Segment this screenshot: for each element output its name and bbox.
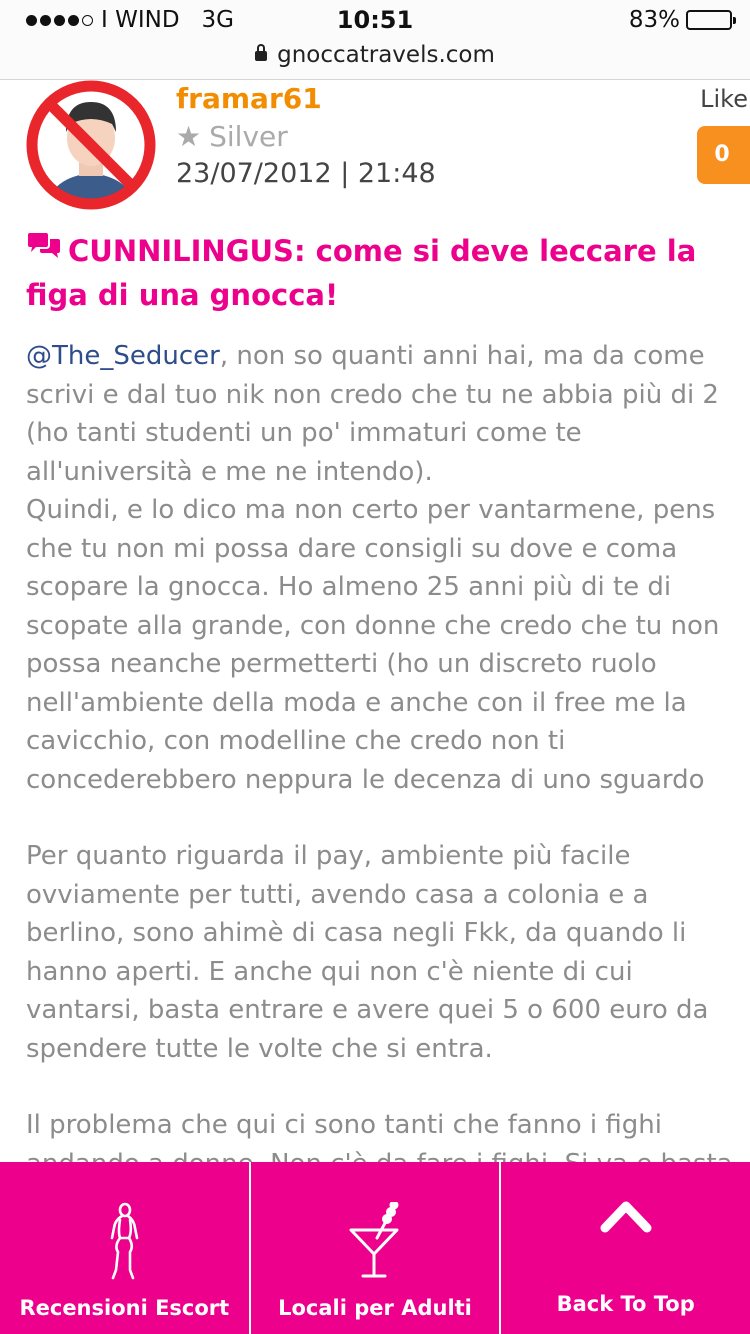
post-date: 23/07/2012 | 21:48 [176,158,436,189]
paragraph-line: , non so quanti anni hai, ma da come [219,341,705,371]
paragraph-line: Il problema che qui ci sono tanti che fanno i fighi [26,1110,662,1140]
comments-icon [26,229,62,271]
address-bar[interactable] [0,42,750,68]
paragraph-line: scrivi e dal tuo nik non credo che tu ne abbia più di 2 [26,379,719,410]
nav-locali-per-adulti[interactable] [249,1162,500,1334]
battery-icon [686,10,732,30]
paragraph-line: hanno aperti. E anche qui non c'è niente di cui [26,956,633,987]
nav-label: Locali per Adulti [278,1296,472,1320]
nav-recensioni-escort[interactable] [0,1162,249,1334]
post-title [26,230,736,316]
rank-label: Silver [209,120,288,153]
back-to-top-button[interactable] [499,1162,750,1334]
post-title-text: CUNNILINGUS: come si deve leccare la figa di una gnocca! [26,234,697,312]
paragraph-line: (ho tanti studenti un po' immaturi come te [26,418,582,448]
paragraph-line: nell'ambiente della moda e anche con il free me la [26,687,687,718]
post-author[interactable]: framar61 [176,82,322,115]
user-mention-link[interactable]: @The_Seducer [26,341,220,371]
paragraph-line: scopare la gnocca. Ho almeno 25 anni più di te di [26,572,672,602]
paragraph-line: cavicchio, con modelline che credo non ti [26,726,566,756]
woman-silhouette-icon [104,1180,144,1280]
nav-label: Back To Top [556,1292,695,1316]
paragraph-line: possa neanche permetterti (ho un discreto ruolo [26,649,657,679]
carrier-name: I WIND [101,7,180,33]
paragraph-1 [26,337,750,799]
paragraph-line: ovviamente per tutti, avendo casa a colonia e a [26,879,649,910]
star-icon: ★ [176,120,202,153]
status-bar [0,0,750,80]
paragraph-line: concederebbero neppura le decenza di uno sguardo [26,764,705,795]
cocktail-glass-icon [347,1180,403,1280]
lock-icon [255,51,267,61]
nav-label: Recensioni Escort [19,1296,230,1320]
paragraph-2 [26,837,750,1068]
bottom-navigation [0,1162,750,1334]
post-body [26,337,750,1221]
network-type: 3G [201,7,235,33]
url-text: gnoccatravels.com [277,42,495,68]
like-label: Like [700,85,748,113]
paragraph-line: vantarsi, basta entrare e avere quei 5 o 600 euro da [26,995,709,1025]
battery-status [629,7,732,33]
paragraph-line: che tu non mi possa dare consigli su dove e coma [26,533,678,564]
paragraph-line: all'università e me ne intendo). [26,456,433,487]
paragraph-line: berlino, sono ahimè di casa negli Fkk, da quando li [26,918,687,948]
avatar[interactable] [26,80,156,210]
no-avatar-icon [26,80,156,210]
chevron-up-icon [599,1198,653,1296]
paragraph-line: spendere tutte le volte che si entra. [26,1033,493,1064]
user-rank [176,120,288,153]
clock: 10:51 [336,6,414,34]
battery-percent: 83% [628,7,680,33]
paragraph-line: scopate alla grande, con donne che credo che tu non [26,610,720,641]
paragraph-line: Quindi, e lo dico ma non certo per vantarmene, pens [26,495,716,525]
like-button[interactable]: 0 [697,126,750,184]
paragraph-line: Per quanto riguarda il pay, ambiente più facile [26,841,631,871]
